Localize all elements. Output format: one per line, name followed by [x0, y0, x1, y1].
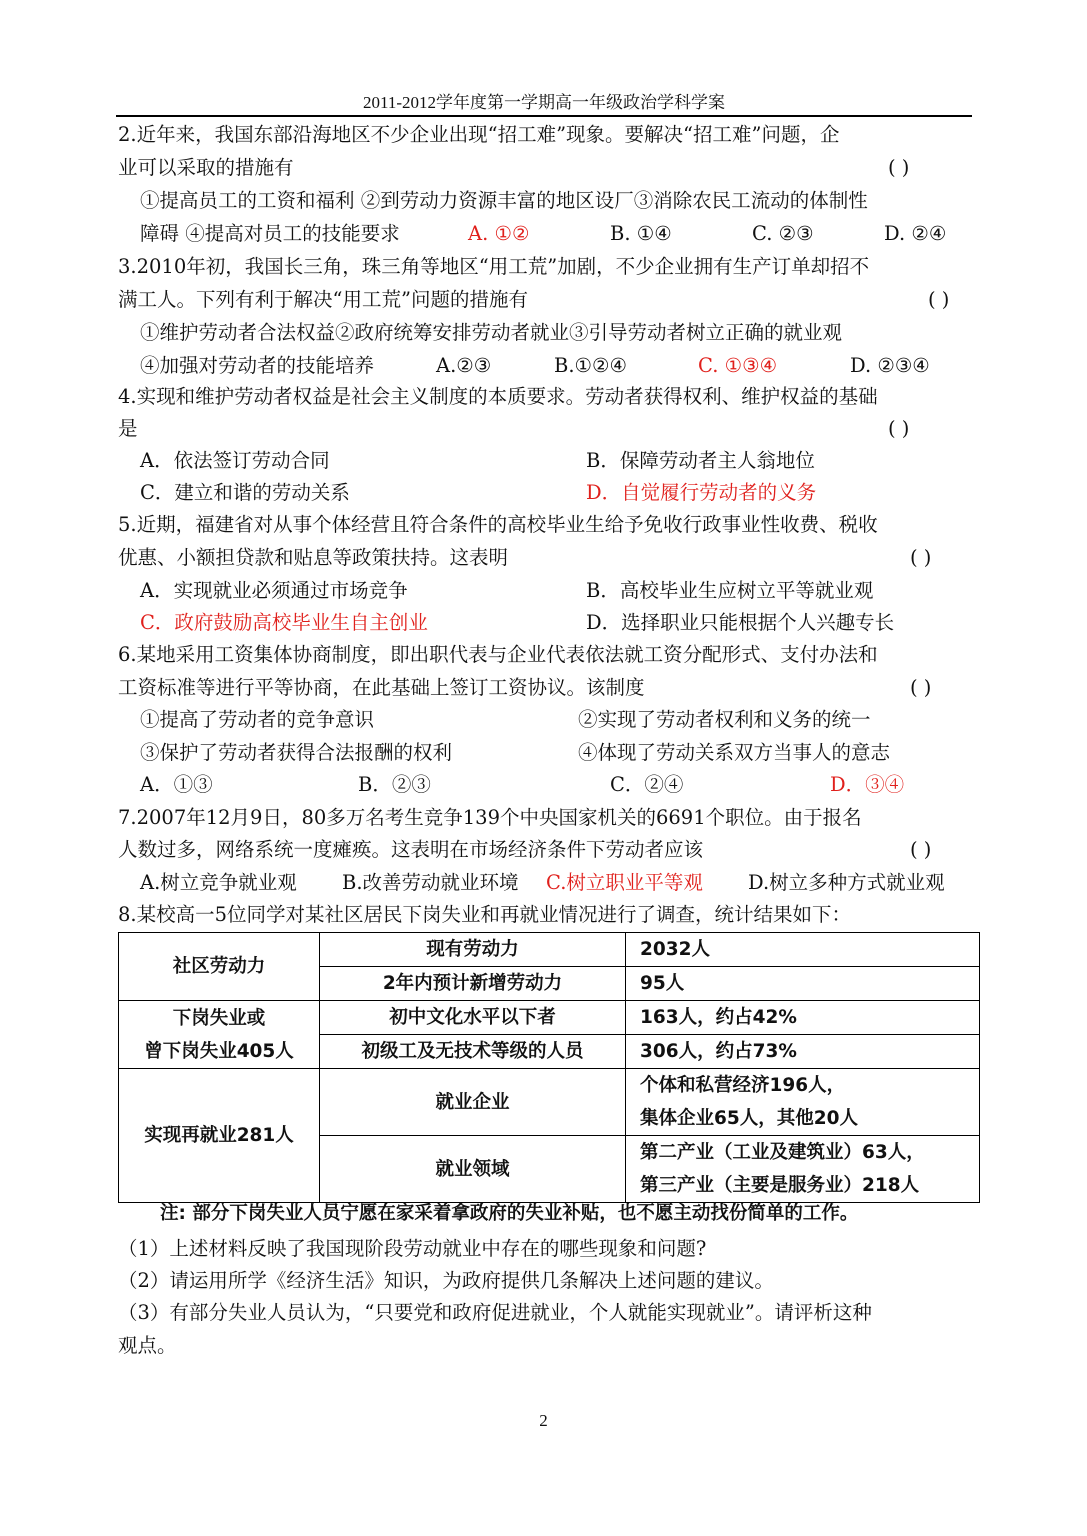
table-cell: 2032人 — [626, 933, 980, 967]
q4-line2: 是 — [118, 417, 138, 440]
q5-answer-paren: ( ) — [910, 546, 932, 569]
q3-option-c: C. ①③④ — [698, 354, 778, 377]
q4-option-a: A．依法签订劳动合同 — [140, 449, 330, 472]
table-cell: 306人，约占73% — [626, 1035, 980, 1069]
table-row — [119, 933, 980, 967]
q2-option-c: C. ②③ — [752, 222, 814, 245]
q6-line2: 工资标准等进行平等协商，在此基础上签订工资协议。该制度 — [118, 676, 645, 699]
q3-line1: 3.2010年初，我国长三角，珠三角等地区“用工荒”加剧，不少企业拥有生产订单却招不 — [118, 255, 870, 278]
q2-line1: 2.近年来，我国东部沿海地区不少企业出现“招工难”现象。要解决“招工难”问题，企 — [118, 123, 840, 146]
q2-line2: 业可以采取的措施有 — [118, 156, 294, 179]
q6-line1: 6.某地采用工资集体协商制度，即出职代表与企业代表依法就工资分配形式、支付办法和 — [118, 643, 878, 666]
table-cell: 初中文化水平以下者 — [320, 1001, 626, 1035]
table-cell-line: 下岗失业或 — [172, 1007, 266, 1029]
table-cell: 社区劳动力 — [119, 933, 320, 1001]
q3-line3: ①维护劳动者合法权益②政府统筹安排劳动者就业③引导劳动者树立正确的就业观 — [140, 321, 843, 344]
table-cell: 95人 — [626, 967, 980, 1001]
header-rule — [116, 115, 972, 117]
q6-statement-2: ②实现了劳动者权利和义务的统一 — [578, 708, 871, 731]
q7-option-c: C.树立职业平等观 — [546, 871, 703, 894]
table-row — [119, 1069, 980, 1136]
q4-option-d: D．自觉履行劳动者的义务 — [586, 481, 817, 504]
q6-statement-3: ③保护了劳动者获得合法报酬的权利 — [140, 741, 453, 764]
q6-option-c: C．②④ — [610, 773, 684, 796]
q2-answer-paren: ( ) — [888, 156, 910, 179]
q6-answer-paren: ( ) — [910, 676, 932, 699]
table-cell: 现有劳动力 — [320, 933, 626, 967]
q2-line4: 障碍 ④提高对员工的技能要求 — [140, 222, 400, 245]
q5-option-c: C．政府鼓励高校毕业生自主创业 — [140, 611, 428, 634]
q4-line1: 4.实现和维护劳动者权益是社会主义制度的本质要求。劳动者获得权利、维护权益的基础 — [118, 385, 878, 408]
page-number: 2 — [539, 1411, 548, 1430]
table-cell — [626, 1136, 980, 1203]
q8-line1: 8.某校高一5位同学对某社区居民下岗失业和再就业情况进行了调查，统计结果如下： — [118, 903, 852, 926]
table-cell-line: 集体企业65人，其他20人 — [640, 1108, 858, 1129]
q3-line2: 满工人。下列有利于解决“用工荒”问题的措施有 — [118, 288, 528, 311]
table-cell — [119, 1001, 320, 1069]
table-cell-line: 第三产业（主要是服务业）218人 — [640, 1175, 920, 1196]
q5-line2: 优惠、小额担贷款和贴息等政策扶持。这表明 — [118, 546, 509, 569]
page-header: 2011-2012学年度第一学期高一年级政治学科学案 — [362, 93, 726, 112]
q2-line3: ①提高员工的工资和福利 ②到劳动力资源丰富的地区设厂③消除农民工流动的体制性 — [140, 189, 868, 212]
q4-answer-paren: ( ) — [888, 417, 910, 440]
table-note: 注: 部分下岗失业人员宁愿在家采着拿政府的失业补贴，也不愿主动找份简单的工作。 — [160, 1203, 859, 1224]
table-cell: 就业领域 — [320, 1136, 626, 1203]
q7-answer-paren: ( ) — [910, 838, 932, 861]
q3-answer-paren: ( ) — [928, 288, 950, 311]
q6-option-d: D．③④ — [830, 773, 905, 796]
q2-option-b: B. ①④ — [610, 222, 672, 245]
q5-line1: 5.近期，福建省对从事个体经营且符合条件的高校毕业生给予免收行政事业性收费、税收 — [118, 513, 878, 536]
q8-sub-question-3: （3）有部分失业人员认为，“只要党和政府促进就业，个人就能实现就业”。请评析这种 — [118, 1301, 872, 1324]
q6-statement-4: ④体现了劳动关系双方当事人的意志 — [578, 741, 891, 764]
table-cell — [626, 1069, 980, 1136]
q8-sub-question-2: （2）请运用所学《经济生活》知识，为政府提供几条解决上述问题的建议。 — [118, 1269, 774, 1292]
q7-option-b: B.改善劳动就业环境 — [342, 871, 519, 894]
table-cell: 就业企业 — [320, 1069, 626, 1136]
table-row — [119, 1001, 980, 1035]
q5-option-a: A．实现就业必须通过市场竞争 — [140, 579, 408, 602]
q3-line4: ④加强对劳动者的技能培养 — [140, 354, 375, 377]
q6-option-b: B．②③ — [358, 773, 431, 796]
q6-statement-1: ①提高了劳动者的竞争意识 — [140, 708, 375, 731]
q2-option-d: D. ②④ — [884, 222, 947, 245]
table-cell: 163人，约占42% — [626, 1001, 980, 1035]
q6-option-a: A．①③ — [140, 773, 213, 796]
q7-line2: 人数过多，网络系统一度瘫痪。这表明在市场经济条件下劳动者应该 — [118, 838, 704, 861]
q7-line1: 7.2007年12月9日，80多万名考生竞争139个中央国家机关的6691个职位。由于报名 — [118, 806, 862, 829]
q5-option-d: D．选择职业只能根据个人兴趣专长 — [586, 611, 895, 634]
survey-table — [118, 932, 980, 1203]
table-cell: 2年内预计新增劳动力 — [320, 967, 626, 1001]
table-cell-line: 曾下岗失业405人 — [144, 1040, 294, 1062]
table-cell-line: 第二产业（工业及建筑业）63人， — [640, 1142, 925, 1163]
q5-option-b: B．高校毕业生应树立平等就业观 — [586, 579, 874, 602]
q3-option-b: B.①②④ — [554, 354, 627, 377]
table-cell: 初级工及无技术等级的人员 — [320, 1035, 626, 1069]
q7-option-a: A.树立竞争就业观 — [140, 871, 297, 894]
q4-option-c: C．建立和谐的劳动关系 — [140, 481, 350, 504]
q2-option-a: A. ①② — [468, 222, 530, 245]
q8-sub-question-1: （1）上述材料反映了我国现阶段劳动就业中存在的哪些现象和问题? — [118, 1237, 707, 1260]
q3-option-a: A.②③ — [436, 354, 492, 377]
table-cell: 实现再就业281人 — [119, 1069, 320, 1203]
q3-option-d: D. ②③④ — [850, 354, 930, 377]
q8-sub-question-3-cont: 观点。 — [118, 1334, 177, 1357]
q7-option-d: D.树立多种方式就业观 — [748, 871, 945, 894]
table-cell-line: 个体和私营经济196人， — [640, 1075, 846, 1096]
q4-option-b: B．保障劳动者主人翁地位 — [586, 449, 815, 472]
